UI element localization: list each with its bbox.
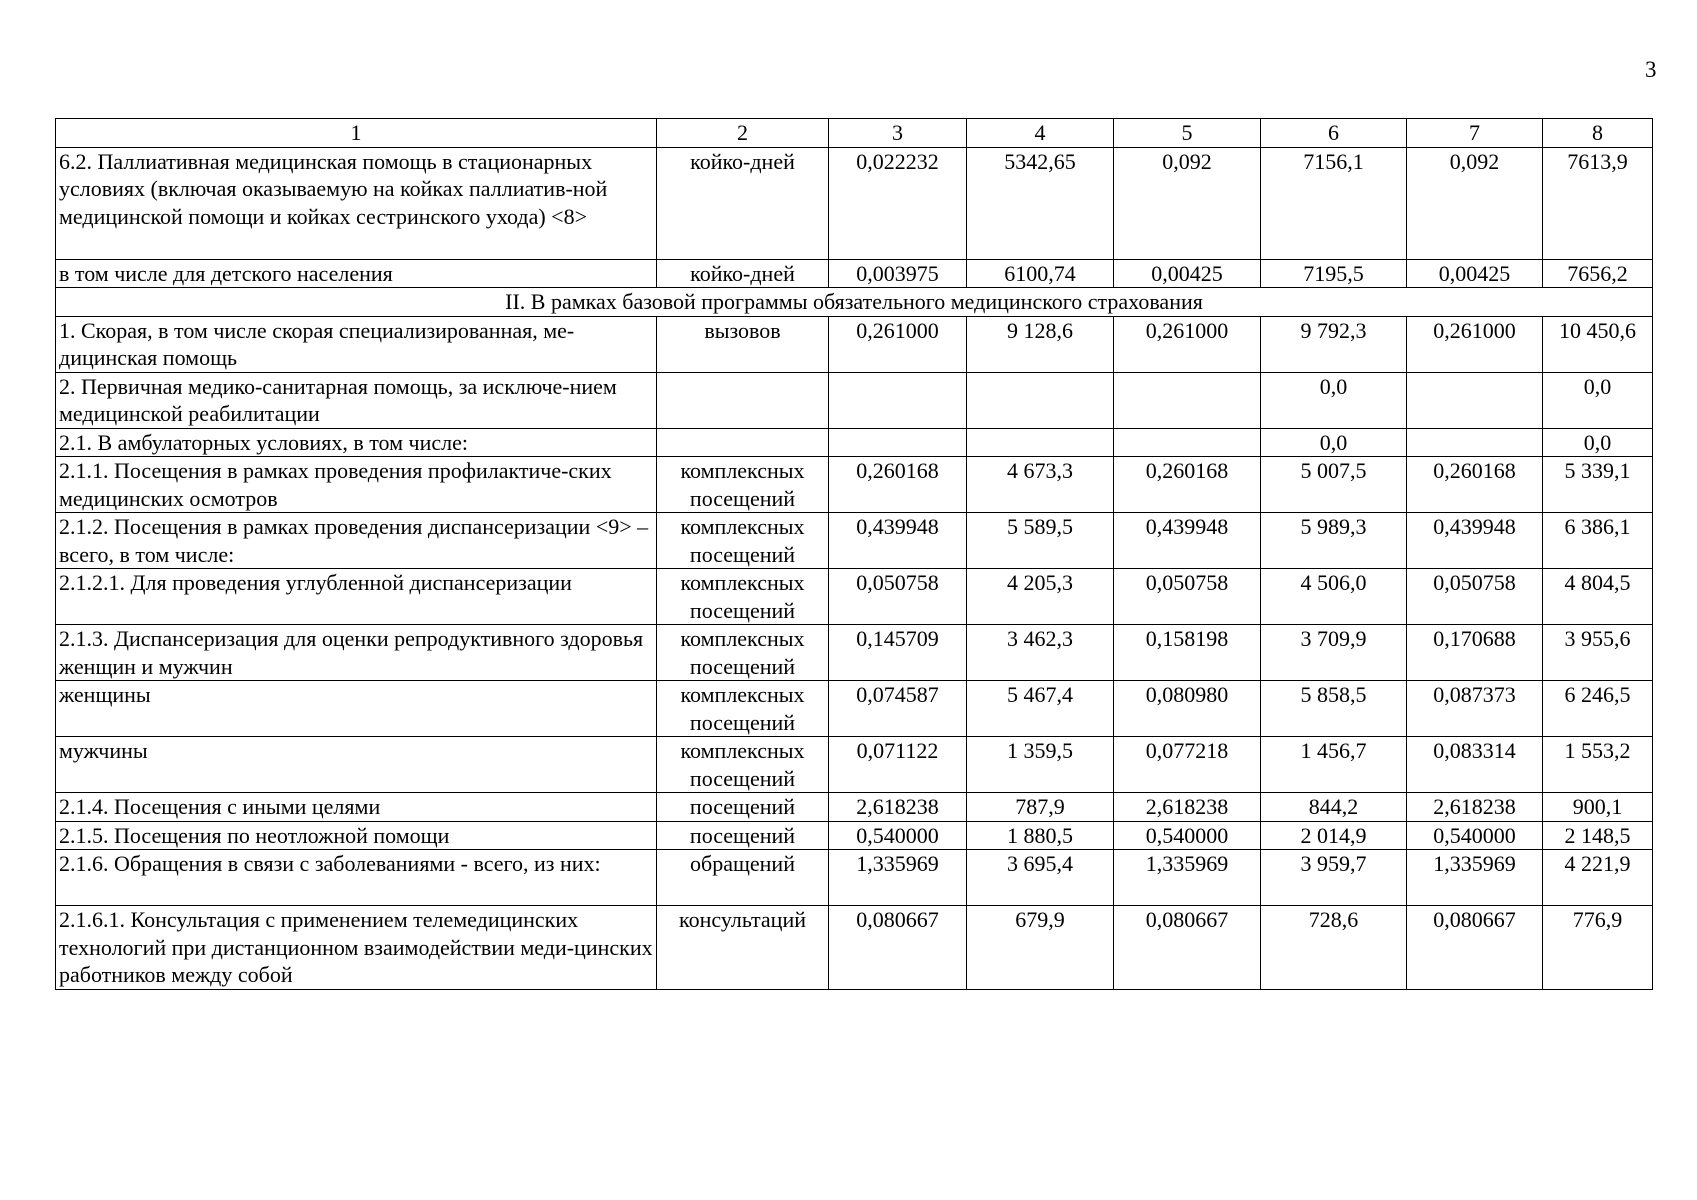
- value-cell: 0,0: [1543, 428, 1653, 457]
- value-cell: 1,335969: [1114, 850, 1261, 906]
- table-row: [56, 821, 1653, 850]
- value-cell: 844,2: [1261, 793, 1407, 822]
- value-cell: 0,0: [1261, 428, 1407, 457]
- table-row: [56, 147, 1653, 259]
- row-label: 6.2. Паллиативная медицинская помощь в стационарных условиях (включая оказываемую на койках паллиатив-ной медицинской помощи и койках сестринского ухода) <8>: [56, 147, 657, 259]
- value-cell: 6 386,1: [1543, 513, 1653, 569]
- value-cell: 3 709,9: [1261, 625, 1407, 681]
- value-cell: 0,540000: [1114, 821, 1261, 850]
- row-label: 2.1.2. Посещения в рамках проведения диспансеризации <9> – всего, в том числе:: [56, 513, 657, 569]
- value-cell: 1 359,5: [967, 737, 1114, 793]
- value-cell: 1 456,7: [1261, 737, 1407, 793]
- value-cell: 2 148,5: [1543, 821, 1653, 850]
- column-number-row: [56, 119, 1653, 148]
- unit-cell: консультаций: [657, 906, 829, 990]
- table-row: [56, 793, 1653, 822]
- value-cell: 4 804,5: [1543, 569, 1653, 625]
- value-cell: 7195,5: [1261, 259, 1407, 288]
- value-cell: 2,618238: [1114, 793, 1261, 822]
- unit-cell: посещений: [657, 821, 829, 850]
- value-cell: [829, 372, 967, 428]
- row-label: женщины: [56, 681, 657, 737]
- value-cell: 0,050758: [1407, 569, 1543, 625]
- table-row: [56, 681, 1653, 737]
- row-label: 2.1.6.1. Консультация с применением телемедицинских технологий при дистанционном взаимодействии меди-цинских работников между собой: [56, 906, 657, 990]
- value-cell: 0,260168: [1407, 457, 1543, 513]
- value-cell: 0,071122: [829, 737, 967, 793]
- value-cell: [1114, 372, 1261, 428]
- value-cell: 0,092: [1114, 147, 1261, 259]
- value-cell: 5 858,5: [1261, 681, 1407, 737]
- row-label: 2.1.2.1. Для проведения углубленной диспансеризации: [56, 569, 657, 625]
- table-row: [56, 569, 1653, 625]
- value-cell: 3 462,3: [967, 625, 1114, 681]
- value-cell: 0,00425: [1407, 259, 1543, 288]
- value-cell: 5 339,1: [1543, 457, 1653, 513]
- column-number: 6: [1261, 119, 1407, 148]
- row-label: в том числе для детского населения: [56, 259, 657, 288]
- tariff-table: [55, 118, 1653, 990]
- value-cell: 0,145709: [829, 625, 967, 681]
- value-cell: 0,080667: [1114, 906, 1261, 990]
- value-cell: 0,261000: [1407, 316, 1543, 372]
- row-label: 2.1.6. Обращения в связи с заболеваниями - всего, из них:: [56, 850, 657, 906]
- unit-cell: посещений: [657, 793, 829, 822]
- row-label: 2.1.4. Посещения с иными целями: [56, 793, 657, 822]
- value-cell: 0,261000: [1114, 316, 1261, 372]
- value-cell: 1 880,5: [967, 821, 1114, 850]
- value-cell: 1,335969: [829, 850, 967, 906]
- row-label: 2.1.3. Диспансеризация для оценки репродуктивного здоровья женщин и мужчин: [56, 625, 657, 681]
- value-cell: 900,1: [1543, 793, 1653, 822]
- value-cell: 0,022232: [829, 147, 967, 259]
- unit-cell: комплексных посещений: [657, 625, 829, 681]
- table-row: [56, 316, 1653, 372]
- value-cell: 7656,2: [1543, 259, 1653, 288]
- value-cell: 5 467,4: [967, 681, 1114, 737]
- value-cell: 0,170688: [1407, 625, 1543, 681]
- value-cell: 4 673,3: [967, 457, 1114, 513]
- value-cell: 0,0: [1543, 372, 1653, 428]
- value-cell: 0,260168: [829, 457, 967, 513]
- unit-cell: комплексных посещений: [657, 737, 829, 793]
- value-cell: 2 014,9: [1261, 821, 1407, 850]
- unit-cell: комплексных посещений: [657, 681, 829, 737]
- value-cell: 3 955,6: [1543, 625, 1653, 681]
- value-cell: 0,077218: [1114, 737, 1261, 793]
- value-cell: 0,080667: [1407, 906, 1543, 990]
- value-cell: 9 792,3: [1261, 316, 1407, 372]
- value-cell: 787,9: [967, 793, 1114, 822]
- value-cell: 5342,65: [967, 147, 1114, 259]
- unit-cell: комплексных посещений: [657, 569, 829, 625]
- value-cell: 0,540000: [1407, 821, 1543, 850]
- row-label: 2.1. В амбулаторных условиях, в том числе:: [56, 428, 657, 457]
- unit-cell: обращений: [657, 850, 829, 906]
- value-cell: [967, 428, 1114, 457]
- value-cell: 1 553,2: [1543, 737, 1653, 793]
- column-number: 7: [1407, 119, 1543, 148]
- row-label: 2.1.1. Посещения в рамках проведения профилактиче-ских медицинских осмотров: [56, 457, 657, 513]
- column-number: 8: [1543, 119, 1653, 148]
- value-cell: 5 989,3: [1261, 513, 1407, 569]
- value-cell: 0,540000: [829, 821, 967, 850]
- value-cell: [1114, 428, 1261, 457]
- row-label: 2. Первичная медико-санитарная помощь, за исключе-нием медицинской реабилитации: [56, 372, 657, 428]
- value-cell: 2,618238: [1407, 793, 1543, 822]
- table-row: [56, 625, 1653, 681]
- value-cell: 776,9: [1543, 906, 1653, 990]
- value-cell: 5 007,5: [1261, 457, 1407, 513]
- section-row: [56, 288, 1653, 317]
- value-cell: 0,439948: [829, 513, 967, 569]
- table-row: [56, 372, 1653, 428]
- value-cell: 4 221,9: [1543, 850, 1653, 906]
- table-row: [56, 850, 1653, 906]
- value-cell: 0,439948: [1407, 513, 1543, 569]
- value-cell: 6 246,5: [1543, 681, 1653, 737]
- value-cell: 7156,1: [1261, 147, 1407, 259]
- value-cell: 0,261000: [829, 316, 967, 372]
- value-cell: 10 450,6: [1543, 316, 1653, 372]
- table-row: [56, 457, 1653, 513]
- value-cell: [1407, 428, 1543, 457]
- value-cell: [967, 372, 1114, 428]
- table-row: [56, 737, 1653, 793]
- value-cell: 0,087373: [1407, 681, 1543, 737]
- value-cell: 0,083314: [1407, 737, 1543, 793]
- value-cell: 0,074587: [829, 681, 967, 737]
- value-cell: 0,0: [1261, 372, 1407, 428]
- unit-cell: комплексных посещений: [657, 513, 829, 569]
- value-cell: 3 695,4: [967, 850, 1114, 906]
- value-cell: 0,080980: [1114, 681, 1261, 737]
- unit-cell: койко-дней: [657, 259, 829, 288]
- value-cell: 679,9: [967, 906, 1114, 990]
- page-number: 3: [1645, 57, 1657, 82]
- value-cell: 0,050758: [1114, 569, 1261, 625]
- value-cell: 0,260168: [1114, 457, 1261, 513]
- column-number: 5: [1114, 119, 1261, 148]
- unit-cell: [657, 372, 829, 428]
- table-row: [56, 259, 1653, 288]
- row-label: 1. Скорая, в том числе скорая специализированная, ме-дицинская помощь: [56, 316, 657, 372]
- unit-cell: [657, 428, 829, 457]
- section-title: II. В рамках базовой программы обязательного медицинского страхования: [56, 288, 1653, 317]
- value-cell: 728,6: [1261, 906, 1407, 990]
- unit-cell: койко-дней: [657, 147, 829, 259]
- unit-cell: вызовов: [657, 316, 829, 372]
- value-cell: 0,439948: [1114, 513, 1261, 569]
- column-number: 3: [829, 119, 967, 148]
- column-number: 4: [967, 119, 1114, 148]
- row-label: мужчины: [56, 737, 657, 793]
- column-number: 1: [56, 119, 657, 148]
- row-label: 2.1.5. Посещения по неотложной помощи: [56, 821, 657, 850]
- value-cell: 4 506,0: [1261, 569, 1407, 625]
- value-cell: 7613,9: [1543, 147, 1653, 259]
- value-cell: 2,618238: [829, 793, 967, 822]
- value-cell: 0,00425: [1114, 259, 1261, 288]
- value-cell: 1,335969: [1407, 850, 1543, 906]
- value-cell: 3 959,7: [1261, 850, 1407, 906]
- value-cell: [829, 428, 967, 457]
- value-cell: 6100,74: [967, 259, 1114, 288]
- value-cell: 9 128,6: [967, 316, 1114, 372]
- value-cell: 0,080667: [829, 906, 967, 990]
- value-cell: 5 589,5: [967, 513, 1114, 569]
- table-body: [56, 119, 1653, 990]
- value-cell: 0,092: [1407, 147, 1543, 259]
- table-row: [56, 906, 1653, 990]
- value-cell: 0,158198: [1114, 625, 1261, 681]
- value-cell: 0,050758: [829, 569, 967, 625]
- value-cell: [1407, 372, 1543, 428]
- value-cell: 4 205,3: [967, 569, 1114, 625]
- table-row: [56, 513, 1653, 569]
- table-row: [56, 428, 1653, 457]
- value-cell: 0,003975: [829, 259, 967, 288]
- unit-cell: комплексных посещений: [657, 457, 829, 513]
- column-number: 2: [657, 119, 829, 148]
